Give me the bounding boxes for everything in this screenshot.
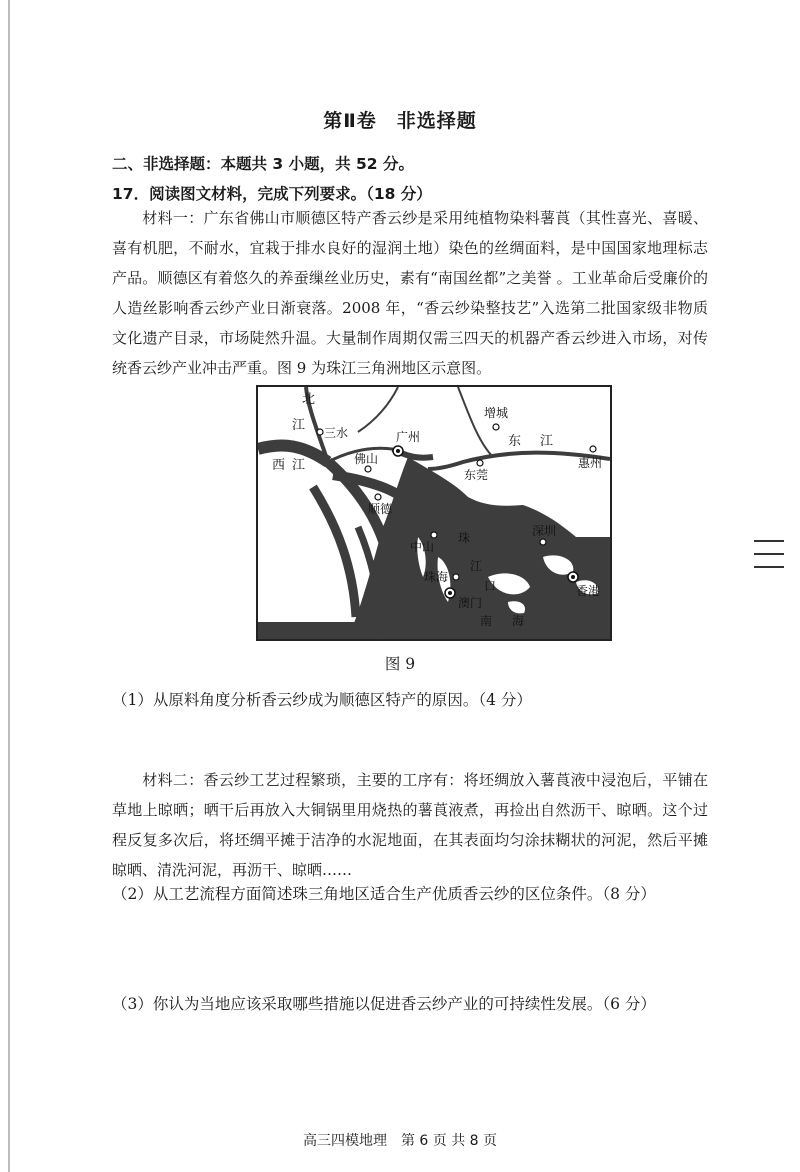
shenzhen-marker xyxy=(540,539,546,545)
huizhou-marker xyxy=(590,446,596,452)
label-shenzhen: 深圳 xyxy=(532,524,557,538)
figure-caption: 图 9 xyxy=(384,655,416,673)
material-one xyxy=(112,203,708,383)
label-zengcheng: 增城 xyxy=(484,406,509,420)
label-guangzhou: 广州 xyxy=(396,430,421,444)
hamburger-menu-icon[interactable] xyxy=(754,540,784,570)
label-sanshui: 三水 xyxy=(324,426,349,440)
label-zhongshan: 中山 xyxy=(410,540,435,554)
label-dongguan: 东莞 xyxy=(464,468,489,482)
page-title: 第Ⅱ卷 非选择题 xyxy=(323,110,477,132)
zengcheng-marker xyxy=(493,424,499,430)
sanshui-marker xyxy=(317,429,323,435)
menu-bar-top xyxy=(754,540,784,542)
label-kou: 口 xyxy=(484,579,497,593)
label-zhuhai: 珠海 xyxy=(424,570,449,584)
dongguan-marker xyxy=(477,460,483,466)
shunde-marker xyxy=(375,494,381,500)
menu-bar-bottom xyxy=(754,566,784,568)
label-xianggang: 香港 xyxy=(576,584,601,598)
label-zhu: 珠 xyxy=(458,531,471,545)
label-bei: 北 xyxy=(302,392,316,407)
material-two-text: 材料二：香云纱工艺过程繁琐，主要的工序有：将坯绸放入薯莨液中浸泡后，平铺在草地上晾晒；晒干后再放入大铜锅里用烧热的薯莨液煮，再捡出自然沥干、晾晒。这个过程反复多次后，将坯绸平摊于洁净的水泥地面，在其表面均匀涂抹糊状的河泥，然后平摊晾晒、清洗河泥，再沥干、晾晒…… xyxy=(112,771,708,879)
section-header: 二、非选择题：本题共 3 小题，共 52 分。 xyxy=(112,155,414,173)
label-aomen: 澳门 xyxy=(458,596,483,610)
material-one-text: 材料一：广东省佛山市顺德区特产香云纱是采用纯植物染料薯莨（其性喜光、喜暖、喜有机肥，不耐水，宜栽于排水良好的湿润土地）染色的丝绸面料，是中国国家地理标志产品。顺德区有着悠久的养蚕缫丝业历史，素有“南国丝都”之美誉 。工业革命后受廉价的人造丝影响香云纱产业日渐衰落。2008 年，“香云纱染整技艺”入选第二批国家级非物质文化遗产目录，市场陡然升温。大量制作周期仅需三四天的机器产香云纱进入市场，对传统香云纱产业冲击严重。图 9 为珠江三角洲地区示意图。 xyxy=(112,209,708,377)
label-nan: 南 xyxy=(480,614,493,628)
label-dong: 东 xyxy=(508,434,522,449)
label-jiang-w: 江 xyxy=(292,458,306,473)
delta-branch-2 xyxy=(313,487,356,617)
material-two xyxy=(112,765,708,885)
foshan-marker xyxy=(365,466,371,472)
aomen-marker-dot xyxy=(448,591,452,595)
south-sea-lower xyxy=(258,622,610,639)
page-footer: 高三四模地理 第 6 页 共 8 页 xyxy=(302,1133,498,1149)
guangzhou-marker-dot xyxy=(396,449,400,453)
label-shunde: 顺德 xyxy=(368,502,393,516)
menu-bar-middle xyxy=(754,553,784,555)
question-17-header: 17．阅读图文材料，完成下列要求。（18 分） xyxy=(112,185,432,203)
page-left-edge xyxy=(8,0,10,1172)
pearl-river-delta-map xyxy=(256,385,612,641)
label-hai: 海 xyxy=(512,614,525,628)
northern-river xyxy=(358,387,398,432)
question-1: （1）从原料角度分析香云纱成为顺德区特产的原因。（4 分） xyxy=(112,691,532,709)
label-foshan: 佛山 xyxy=(354,452,379,466)
question-3: （3）你认为当地应该采取哪些措施以促进香云纱产业的可持续性发展。（6 分） xyxy=(112,995,656,1013)
zhongshan-marker xyxy=(431,532,437,538)
label-huizhou: 惠州 xyxy=(578,456,603,470)
label-jiang-n: 江 xyxy=(292,418,306,433)
label-jiang-pr: 江 xyxy=(470,559,483,573)
map-svg xyxy=(258,387,610,639)
label-jiang-e: 江 xyxy=(540,434,554,449)
label-xi: 西 xyxy=(272,458,286,473)
xianggang-marker-dot xyxy=(571,575,575,579)
question-2: （2）从工艺流程方面简述珠三角地区适合生产优质香云纱的区位条件。（8 分） xyxy=(112,885,656,903)
zengcheng-river xyxy=(458,387,493,457)
zhuhai-marker xyxy=(453,574,459,580)
